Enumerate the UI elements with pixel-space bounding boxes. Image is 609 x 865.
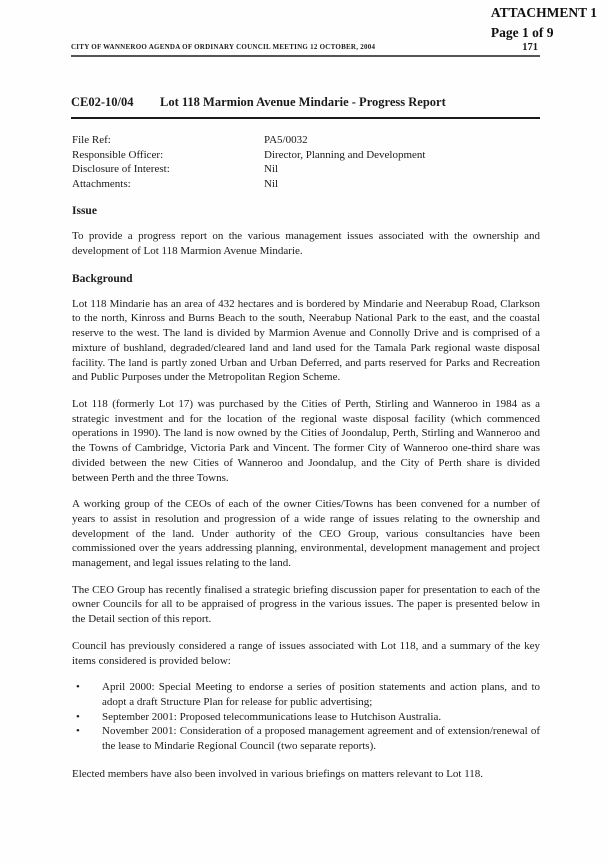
list-item: [72, 680, 540, 709]
disclosure-label: Disclosure of Interest:: [72, 163, 170, 176]
list-item-text: November 2001: Consideration of a proposed management agreement and of extension/renewal of the lease to Mindarie Regional Council (two separate reports).: [102, 725, 540, 753]
attachment-page-label: Page 1 of 9: [490, 25, 554, 40]
background-paragraph-1: Lot 118 Mindarie has an area of 432 hectares and is bordered by Mindarie and Neerabup Road, Clarkson to the north, Kinross and Burns Beach to the south, Neerabup National Park to the east, and the coastal reserve to the west. The land is divided by Marmion Avenue and Connolly Drive and is comprised of a mixture of bushland, degraded/cleared land and land used for the Tamala Park regional waste disposal facility. The land is partly zoned Urban and Urban Deferred, and parts reserved for Parks and Recreation and Public Purposes under the Metropolitan Region Scheme.: [72, 297, 540, 384]
file-ref-label: File Ref:: [72, 134, 111, 146]
report-title-text: Lot 118 Marmion Avenue Mindarie - Progress Report: [160, 95, 446, 109]
key-items-list: [72, 680, 540, 754]
disclosure-value: Nil: [264, 163, 279, 176]
list-item-text: September 2001: Proposed telecommunications lease to Hutchison Australia.: [102, 710, 442, 723]
bullet-icon: •: [76, 725, 80, 738]
attachments-value: Nil: [264, 177, 279, 190]
file-ref-value: PA5/0032: [264, 134, 308, 146]
attachments-label: Attachments:: [72, 177, 131, 190]
issue-heading: Issue: [72, 205, 97, 218]
agenda-page-number: 171: [522, 42, 538, 53]
file-info-row: [72, 162, 540, 177]
agenda-header-title: CITY OF WANNEROO AGENDA OF ORDINARY COUNCIL MEETING 12 OCTOBER, 2004: [71, 43, 376, 51]
file-info-row: [72, 177, 540, 192]
responsible-officer-label: Responsible Officer:: [72, 148, 164, 161]
file-info-row: [72, 133, 540, 148]
bullet-icon: •: [76, 681, 80, 694]
responsible-officer-value: Director, Planning and Development: [264, 148, 426, 161]
list-item: [72, 724, 540, 753]
background-paragraph-5: Council has previously considered a range of issues associated with Lot 118, and a summary of the key items considered is provided below:: [72, 639, 540, 667]
background-paragraph-3: A working group of the CEOs of each of the owner Cities/Towns has been convened for a number of years to assist in resolution and progression of a wide range of issues relating to the ownership and development of the land. Under authority of the CEO Group, various consultancies have been commissioned over the years addressing planning, environmental, development management and project management, and legal issues relating to the land.: [72, 498, 540, 570]
agenda-header-rule: [71, 42, 540, 57]
file-info-row: [72, 148, 540, 163]
agenda-header: [71, 0, 540, 57]
attachment-block: [491, 3, 597, 43]
list-item: [72, 710, 540, 725]
attachment-label: ATTACHMENT 1: [490, 5, 597, 20]
closing-paragraph: Elected members have also been involved in various briefings on matters relevant to Lot 118.: [72, 767, 484, 780]
background-paragraph-4: The CEO Group has recently finalised a strategic briefing discussion paper for presentation to each of the owner Councils for all to be appraised of progress in the various issues. The paper is presented below in the Detail section of this report.: [72, 583, 540, 626]
issue-paragraph: To provide a progress report on the various management issues associated with the ownership and development of Lot 118 Marmion Avenue Mindarie.: [72, 230, 540, 258]
bullet-icon: •: [76, 710, 80, 723]
background-heading: Background: [72, 272, 133, 285]
report-code: CE02-10/04: [71, 95, 134, 109]
list-item-text: April 2000: Special Meeting to endorse a series of position statements and action plans, and to adopt a draft Structure Plan for release for public advertising;: [102, 681, 540, 708]
file-info-table: [72, 133, 540, 191]
background-paragraph-2: Lot 118 (formerly Lot 17) was purchased by the Cities of Perth, Stirling and Wanneroo in 1984 as a strategic investment and for the location of the regional waste disposal facility (which commenced operations in 1990). The land is now owned by the Cities of Joondalup, Perth, Stirling and Wanneroo and the Towns of Cambridge, Victoria Park and Vincent. The former City of Wanneroo one-third share was divided between the new Cities of Wanneroo and Joondalup, and the City of Perth share is divided between Perth and the three Towns.: [72, 398, 540, 484]
report-title: [71, 95, 540, 119]
